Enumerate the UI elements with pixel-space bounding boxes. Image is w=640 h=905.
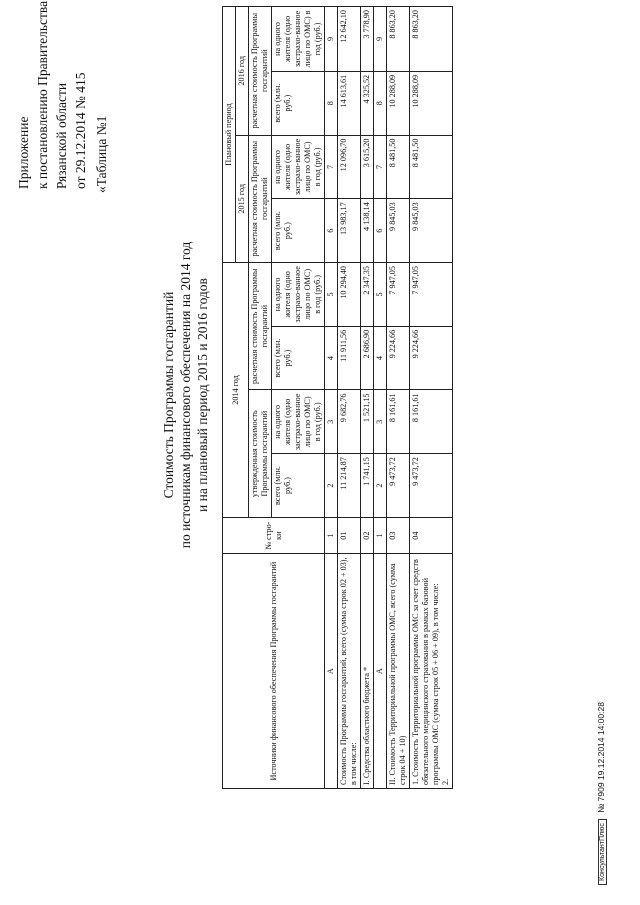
consultant-stamp: КонсультантПлюс [598, 819, 607, 885]
cell-value: 9 845,03 [410, 199, 453, 263]
cell-value: 8 481,50 [387, 135, 410, 199]
cell-value: 4 325,52 [361, 71, 374, 135]
header-calculated-cost-2014: расчетная стоимость Программы госгарантий [249, 263, 272, 390]
row-label: I. Средства областного бюджета * [361, 554, 374, 789]
header-row-number: № стро-ки [223, 517, 325, 553]
cell-value: 3 778,90 [361, 7, 374, 72]
table-row [361, 7, 374, 789]
cell-value: 14 613,61 [338, 71, 361, 135]
header-calculated-cost-2015: расчетная стоимость Программы госгарантий [249, 135, 272, 262]
cell-value: 13 983,17 [338, 199, 361, 263]
cell-value: 8 161,61 [387, 390, 410, 454]
cell-value: 11 911,56 [338, 326, 361, 390]
document-reference: № 7909 19.12.2014 14:00:28 [596, 702, 606, 813]
cost-table [222, 6, 453, 789]
column-number: 1 [325, 517, 338, 553]
row-label: II. Стоимость Территориальной программы ОМС, всего (сумма строк 04 + 10) [387, 554, 410, 789]
column-number: 9 [374, 7, 387, 72]
cell-value: 8 863,20 [387, 7, 410, 72]
trailing-item-number: 2. [441, 778, 450, 785]
header-planned-period: Плановый период [223, 7, 236, 263]
cell-value: 8 863,20 [410, 7, 453, 72]
row-number: 02 [361, 517, 374, 553]
row-number: 04 [410, 517, 453, 553]
document-footer [596, 702, 607, 885]
column-number: 8 [325, 71, 338, 135]
column-number-row [374, 7, 387, 789]
column-number: 4 [325, 326, 338, 390]
cell-value: 9 224,66 [387, 326, 410, 390]
column-number: 2 [374, 454, 387, 518]
header-per-resident: на одного жителя (одно застрахо-ванное лицо по ОМС) в год (руб.) [272, 263, 325, 327]
table-number: «Таблица №1 [94, 115, 109, 193]
column-number: 6 [325, 199, 338, 263]
cell-value: 2 686,90 [361, 326, 374, 390]
column-number-row [325, 7, 338, 789]
appendix-line: Приложение [16, 116, 31, 189]
appendix-line: Рязанской области [54, 82, 69, 189]
table-row [338, 7, 361, 789]
column-number: А [325, 554, 338, 789]
row-label-text: 1. Стоимость Территориальной программы ОМС за счет средств обязательного медицинского страхования в рамках базовой программы ОМС (сумма строк 05 + 06 + 09), в том числе: [411, 559, 440, 785]
header-source: Источники финансового обеспечения Программы госгарантий [223, 554, 325, 789]
table-row [387, 7, 410, 789]
header-year-2014: 2014 год [223, 263, 249, 518]
cell-value: 9 224,66 [410, 326, 453, 390]
cell-value: 9 845,03 [387, 199, 410, 263]
header-total: всего (млн. руб.) [272, 199, 325, 263]
header-approved-cost: утвержденная стоимость Программы госгарантий [249, 390, 272, 517]
appendix-line: от 29.12.2014 № 415 [73, 72, 88, 189]
column-number: 6 [374, 199, 387, 263]
cell-value: 1 521,15 [361, 390, 374, 454]
table-row [410, 7, 453, 789]
header-year-2016: 2016 год [236, 7, 249, 136]
header-per-resident: на одного жителя (одно застрахо-ванное лицо по ОМС) в год (руб.) [272, 135, 325, 199]
cell-value: 3 615,20 [361, 135, 374, 199]
column-number: А [374, 554, 387, 789]
header-calculated-cost-2016: расчетная стоимость Программы госгарантий [249, 7, 272, 136]
cell-value: 12 096,70 [338, 135, 361, 199]
column-number: 3 [325, 390, 338, 454]
header-per-resident: на одного жителя (одно застрахо-ванное лицо по ОМС) в год (руб.) [272, 390, 325, 454]
cell-value: 9 473,72 [410, 454, 453, 518]
cell-value: 11 214,87 [338, 454, 361, 518]
cell-value: 9 473,72 [387, 454, 410, 518]
header-total: всего (млн. руб.) [272, 454, 325, 518]
column-number: 7 [374, 135, 387, 199]
column-number: 4 [374, 326, 387, 390]
document-title [160, 135, 211, 655]
title-line-1: Стоимость Программы госгарантий [161, 291, 176, 499]
header-total: всего (млн. руб.) [272, 71, 325, 135]
row-number: 03 [387, 517, 410, 553]
cell-value: 7 947,05 [387, 263, 410, 327]
header-per-resident: на одного жителя (одно застрахо-ванное лицо по ОМС) в год (руб.) [272, 7, 325, 72]
column-number: 5 [374, 263, 387, 327]
cell-value: 1 741,15 [361, 454, 374, 518]
title-line-2: по источникам финансового обеспечения на 2014 год [178, 241, 193, 549]
column-number: 8 [374, 71, 387, 135]
appendix-block [14, 0, 90, 189]
column-number: 3 [374, 390, 387, 454]
column-number: 9 [325, 7, 338, 72]
row-label [410, 554, 453, 789]
cell-value: 8 161,61 [410, 390, 453, 454]
cell-value: 4 138,14 [361, 199, 374, 263]
row-label: Стоимость Программы госгарантий, всего (сумма строк 02 + 03), в том числе: [338, 554, 361, 789]
cell-value: 10 288,09 [387, 71, 410, 135]
header-year-2015: 2015 год [236, 135, 249, 262]
row-number: 01 [338, 517, 361, 553]
column-number: 2 [325, 454, 338, 518]
cell-value: 12 642,10 [338, 7, 361, 72]
appendix-line: к постановлению Правительства [35, 0, 50, 189]
header-total: всего (млн. руб.) [272, 326, 325, 390]
cell-value: 10 294,40 [338, 263, 361, 327]
title-line-3: и на плановый период 2015 и 2016 годов [195, 278, 210, 512]
cell-value: 10 288,09 [410, 71, 453, 135]
cell-value: 8 481,50 [410, 135, 453, 199]
column-number: 5 [325, 263, 338, 327]
column-number: 1 [374, 517, 387, 553]
cell-value: 7 947,05 [410, 263, 453, 327]
header-row-years [223, 7, 236, 789]
cell-value: 2 347,35 [361, 263, 374, 327]
column-number: 7 [325, 135, 338, 199]
cell-value: 9 682,76 [338, 390, 361, 454]
